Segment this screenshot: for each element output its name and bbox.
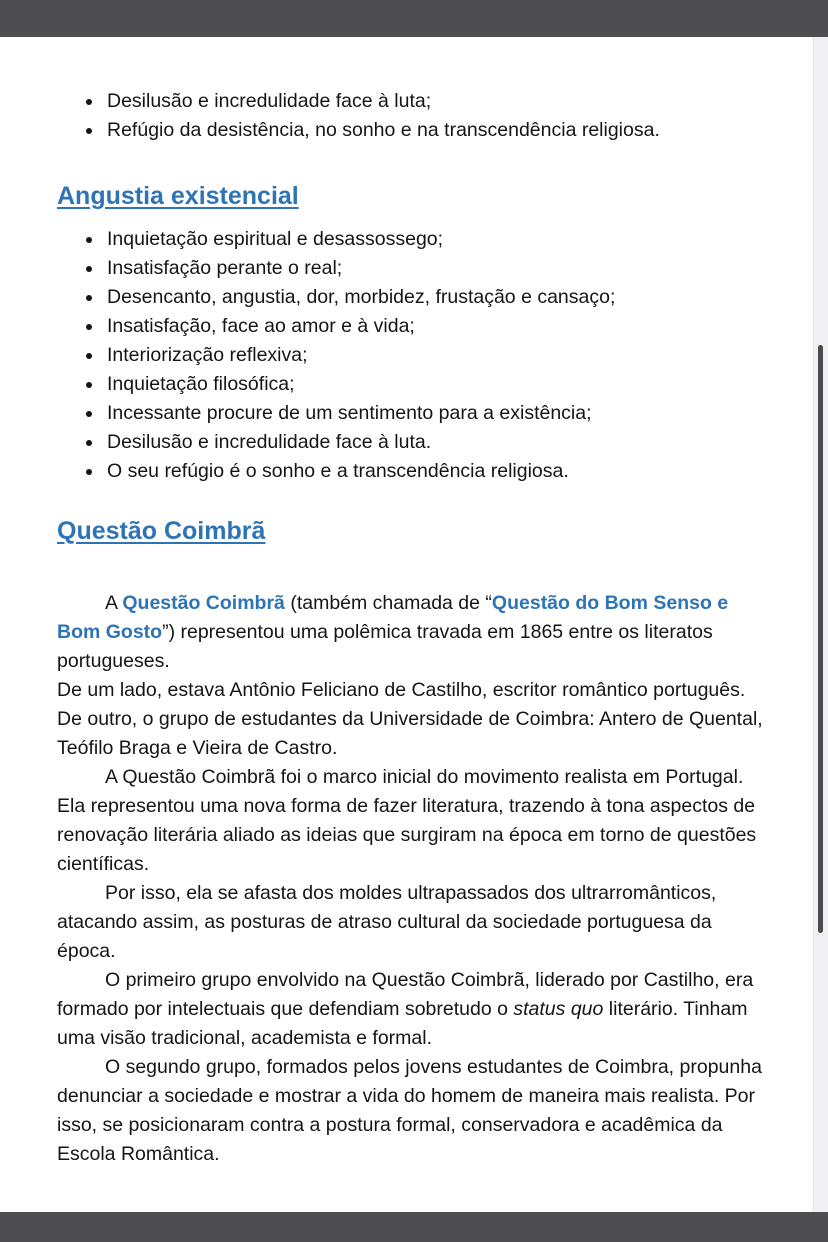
text-run: (também chamada de “ xyxy=(284,592,492,614)
bullet-item: • Inquietação filosófica; xyxy=(104,370,775,399)
bullet-item: • Insatisfação perante o real; xyxy=(104,254,775,283)
text-run: A xyxy=(105,592,123,614)
bottom-chrome-bar xyxy=(0,1212,828,1242)
paragraph-questao-intro xyxy=(57,589,775,676)
bullet-item: • Desilusão e incredulidade face à luta; xyxy=(104,87,775,116)
top-chrome-bar xyxy=(0,0,828,37)
bullet-item: • Inquietação espiritual e desassossego; xyxy=(104,225,775,254)
paragraph-marco-inicial: A Questão Coimbrã foi o marco inicial do movimento realista em Portugal. Ela representou uma nova forma de fazer literatura, trazendo à tona aspectos de renovação literária aliado as ideias que surgiram na época em torno de questões científicas. xyxy=(57,766,757,875)
bullet-item: • Desencanto, angustia, dor, morbidez, frustação e cansaço; xyxy=(104,283,775,312)
scrollbar-track[interactable] xyxy=(813,37,828,1212)
paragraph-primeiro-grupo xyxy=(57,966,775,1053)
scrollbar-thumb[interactable] xyxy=(818,345,823,933)
bullet-item: • O seu refúgio é o sonho e a transcendência religiosa. xyxy=(104,457,775,486)
bullet-item: • Insatisfação, face ao amor e à vida; xyxy=(104,312,775,341)
angustia-bullet-list xyxy=(57,225,775,486)
text-run: literário. Tinham uma visão tradicional, academista e formal. xyxy=(57,998,748,1049)
section-heading-angustia-existencial: Angustia existencial xyxy=(57,182,299,210)
paragraph-de-um-lado: De um lado, estava Antônio Feliciano de Castilho, escritor romântico português. De outro, o grupo de estudantes da Universidade de Coimbra: Antero de Quental, Teófilo Braga e Vieira de Castro. xyxy=(57,679,763,759)
paragraph-segundo-grupo: O segundo grupo, formados pelos jovens estudantes de Coimbra, propunha denunciar a sociedade e mostrar a vida do homem de maneira mais realista. Por isso, se posicionaram contra a postura formal, conservadora e acadêmica da Escola Romântica. xyxy=(57,1056,762,1165)
term-status-quo: status quo xyxy=(513,998,604,1020)
term-questao-coimbra: Questão Coimbrã xyxy=(122,592,285,614)
paragraph-por-isso: Por isso, ela se afasta dos moldes ultrapassados dos ultrarromânticos, atacando assim, as posturas de atraso cultural da sociedade portuguesa da época. xyxy=(57,882,717,962)
bullet-item: • Refúgio da desistência, no sonho e na transcendência religiosa. xyxy=(104,116,775,145)
text-run: ”) representou uma polêmica travada em 1865 entre os literatos portugueses. xyxy=(57,621,713,672)
document-page xyxy=(0,37,813,1212)
text-run: O primeiro grupo envolvido na Questão Coimbrã, liderado por Castilho, era formado por intelectuais que defendiam sobretudo o xyxy=(57,969,754,1020)
bullet-item: • Desilusão e incredulidade face à luta. xyxy=(104,428,775,457)
bullet-item: • Incessante procure de um sentimento para a existência; xyxy=(104,399,775,428)
term-bom-senso-bom-gosto: Questão do Bom Senso e Bom Gosto xyxy=(57,592,729,643)
section-heading-questao-coimbra: Questão Coimbrã xyxy=(57,517,266,545)
intro-bullet-list xyxy=(57,87,775,145)
bullet-item: • Interiorização reflexiva; xyxy=(104,341,775,370)
